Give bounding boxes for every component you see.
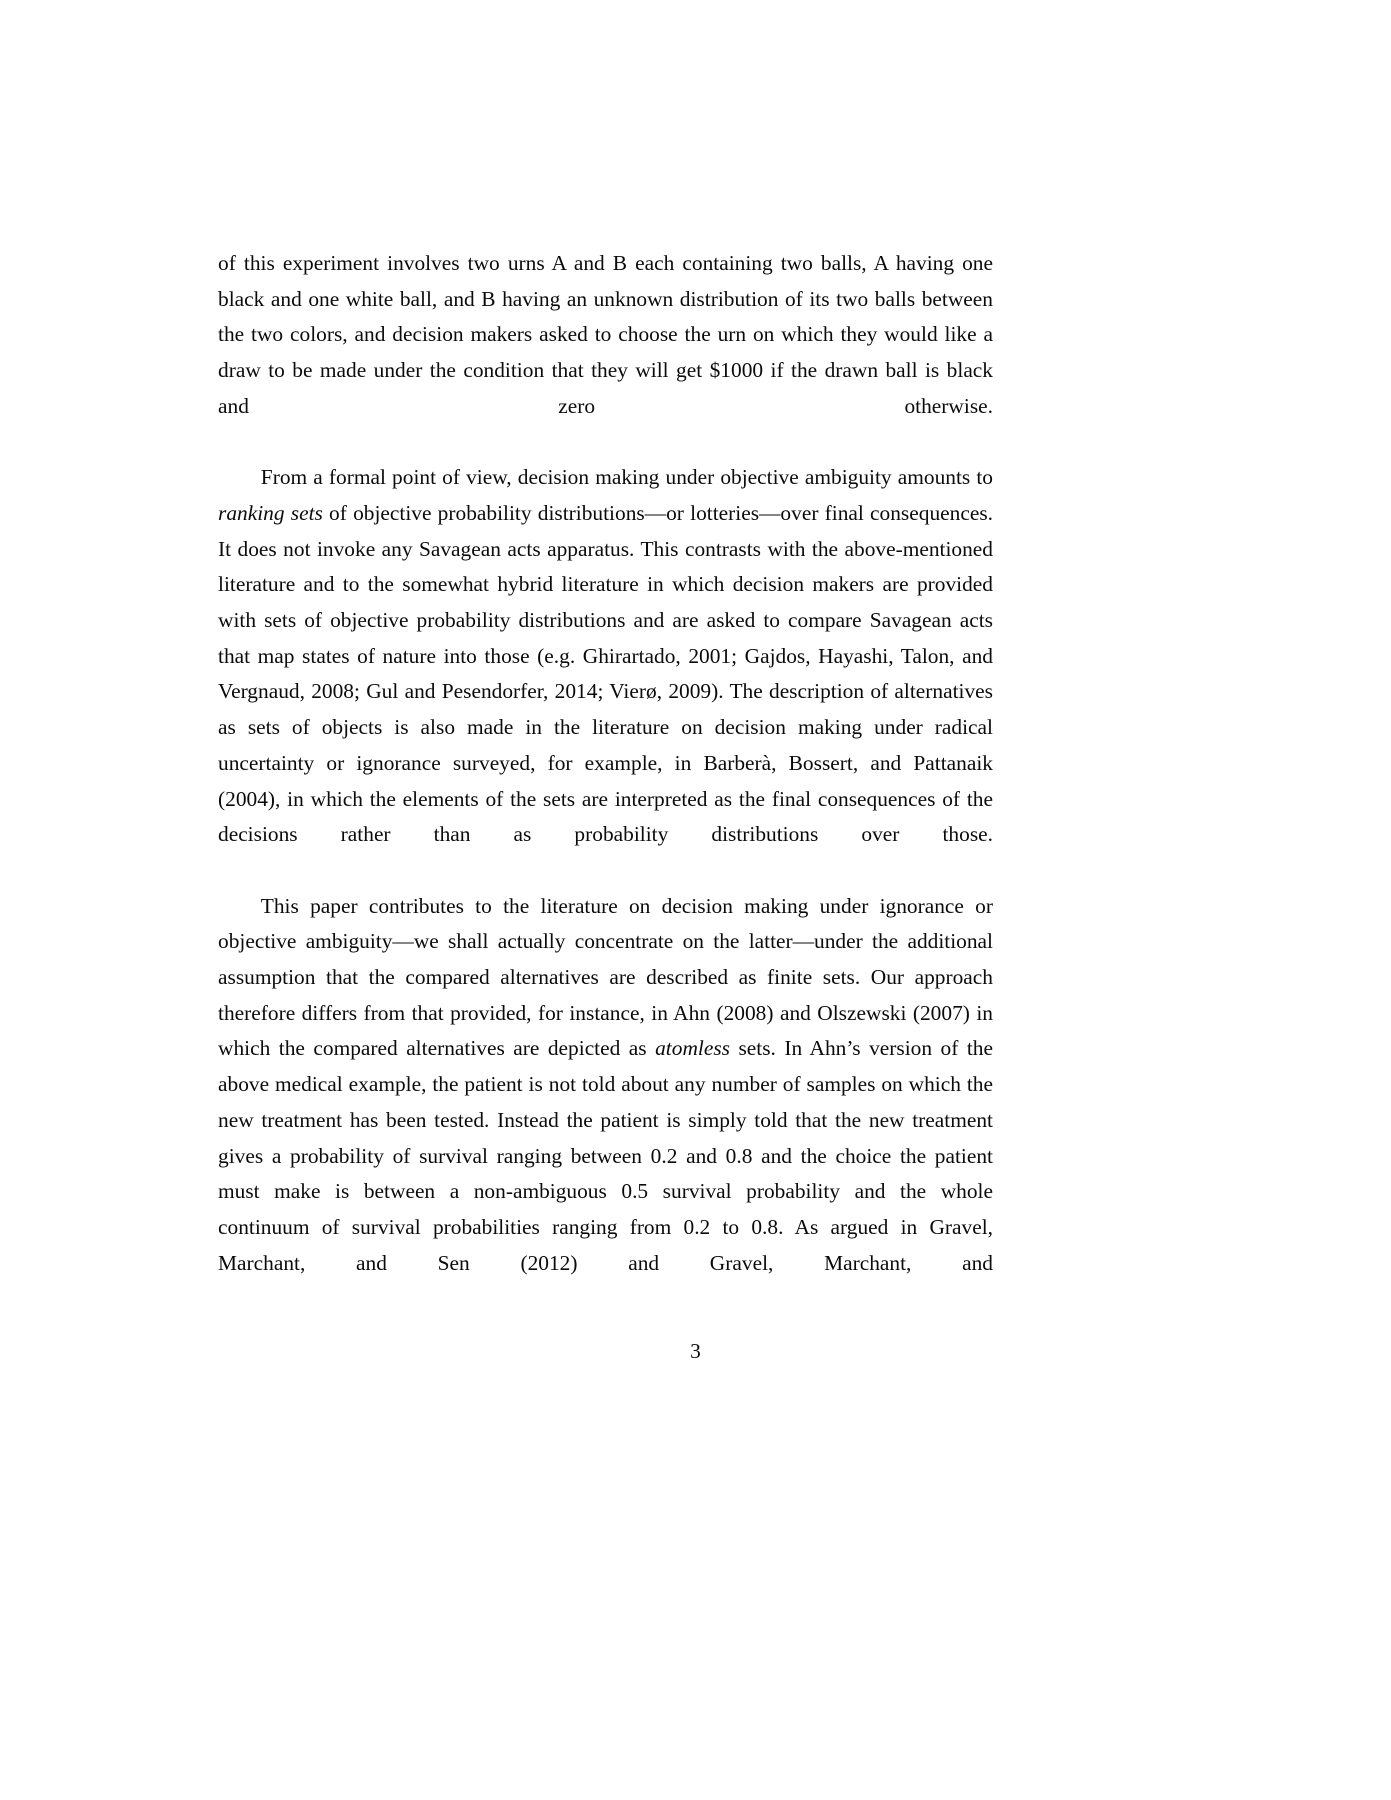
- page-text-body: [218, 246, 993, 1317]
- paragraph-3: This paper contributes to the literature on decision making under ignorance or objective ambiguity—we shall actually concentrate on the latter—under the additional assumption that the compared alternatives are described as finite sets. Our approach therefore differs from that provided, for instance, in Ahn (2008) and Olszewski (2007) in which the compared alternatives are depicted as atomless sets. In Ahn’s version of the above medical example, the patient is not told about any number of samples on which the new treatment has been tested. Instead the patient is simply told that the new treatment gives a probability of survival ranging between 0.2 and 0.8 and the choice the patient must make is between a non-ambiguous 0.5 survival probability and the whole continuum of survival probabilities ranging from 0.2 to 0.8. As argued in Gravel, Marchant, and Sen (2012) and Gravel, Marchant, and: [218, 893, 993, 1275]
- paragraph-2: From a formal point of view, decision making under objective ambiguity amounts to ranking sets of objective probability distributions—or lotteries—over final consequences. It does not invoke any Savagean acts apparatus. This contrasts with the above-mentioned literature and to the somewhat hybrid literature in which decision makers are provided with sets of objective probability distributions and are asked to compare Savagean acts that map states of nature into those (e.g. Ghirartado, 2001; Gajdos, Hayashi, Talon, and Vergnaud, 2008; Gul and Pesendorfer, 2014; Vierø, 2009). The description of alternatives as sets of objects is also made in the literature on decision making under radical uncertainty or ignorance surveyed, for example, in Barberà, Bossert, and Pattanaik (2004), in which the elements of the sets are interpreted as the final consequences of the decisions rather than as probability distributions over those.: [218, 465, 993, 847]
- emphasized-term: ranking sets: [218, 500, 323, 525]
- paragraph-1: of this experiment involves two urns A and B each containing two balls, A having one black and one white ball, and B having an unknown distribution of its two balls between the two colors, and decision makers asked to choose the urn on which they would like a draw to be made under the condition that they will get $1000 if the drawn ball is black and zero otherwise.: [218, 251, 993, 418]
- emphasized-term: atomless: [655, 1036, 730, 1061]
- page-number: 3: [690, 1339, 701, 1363]
